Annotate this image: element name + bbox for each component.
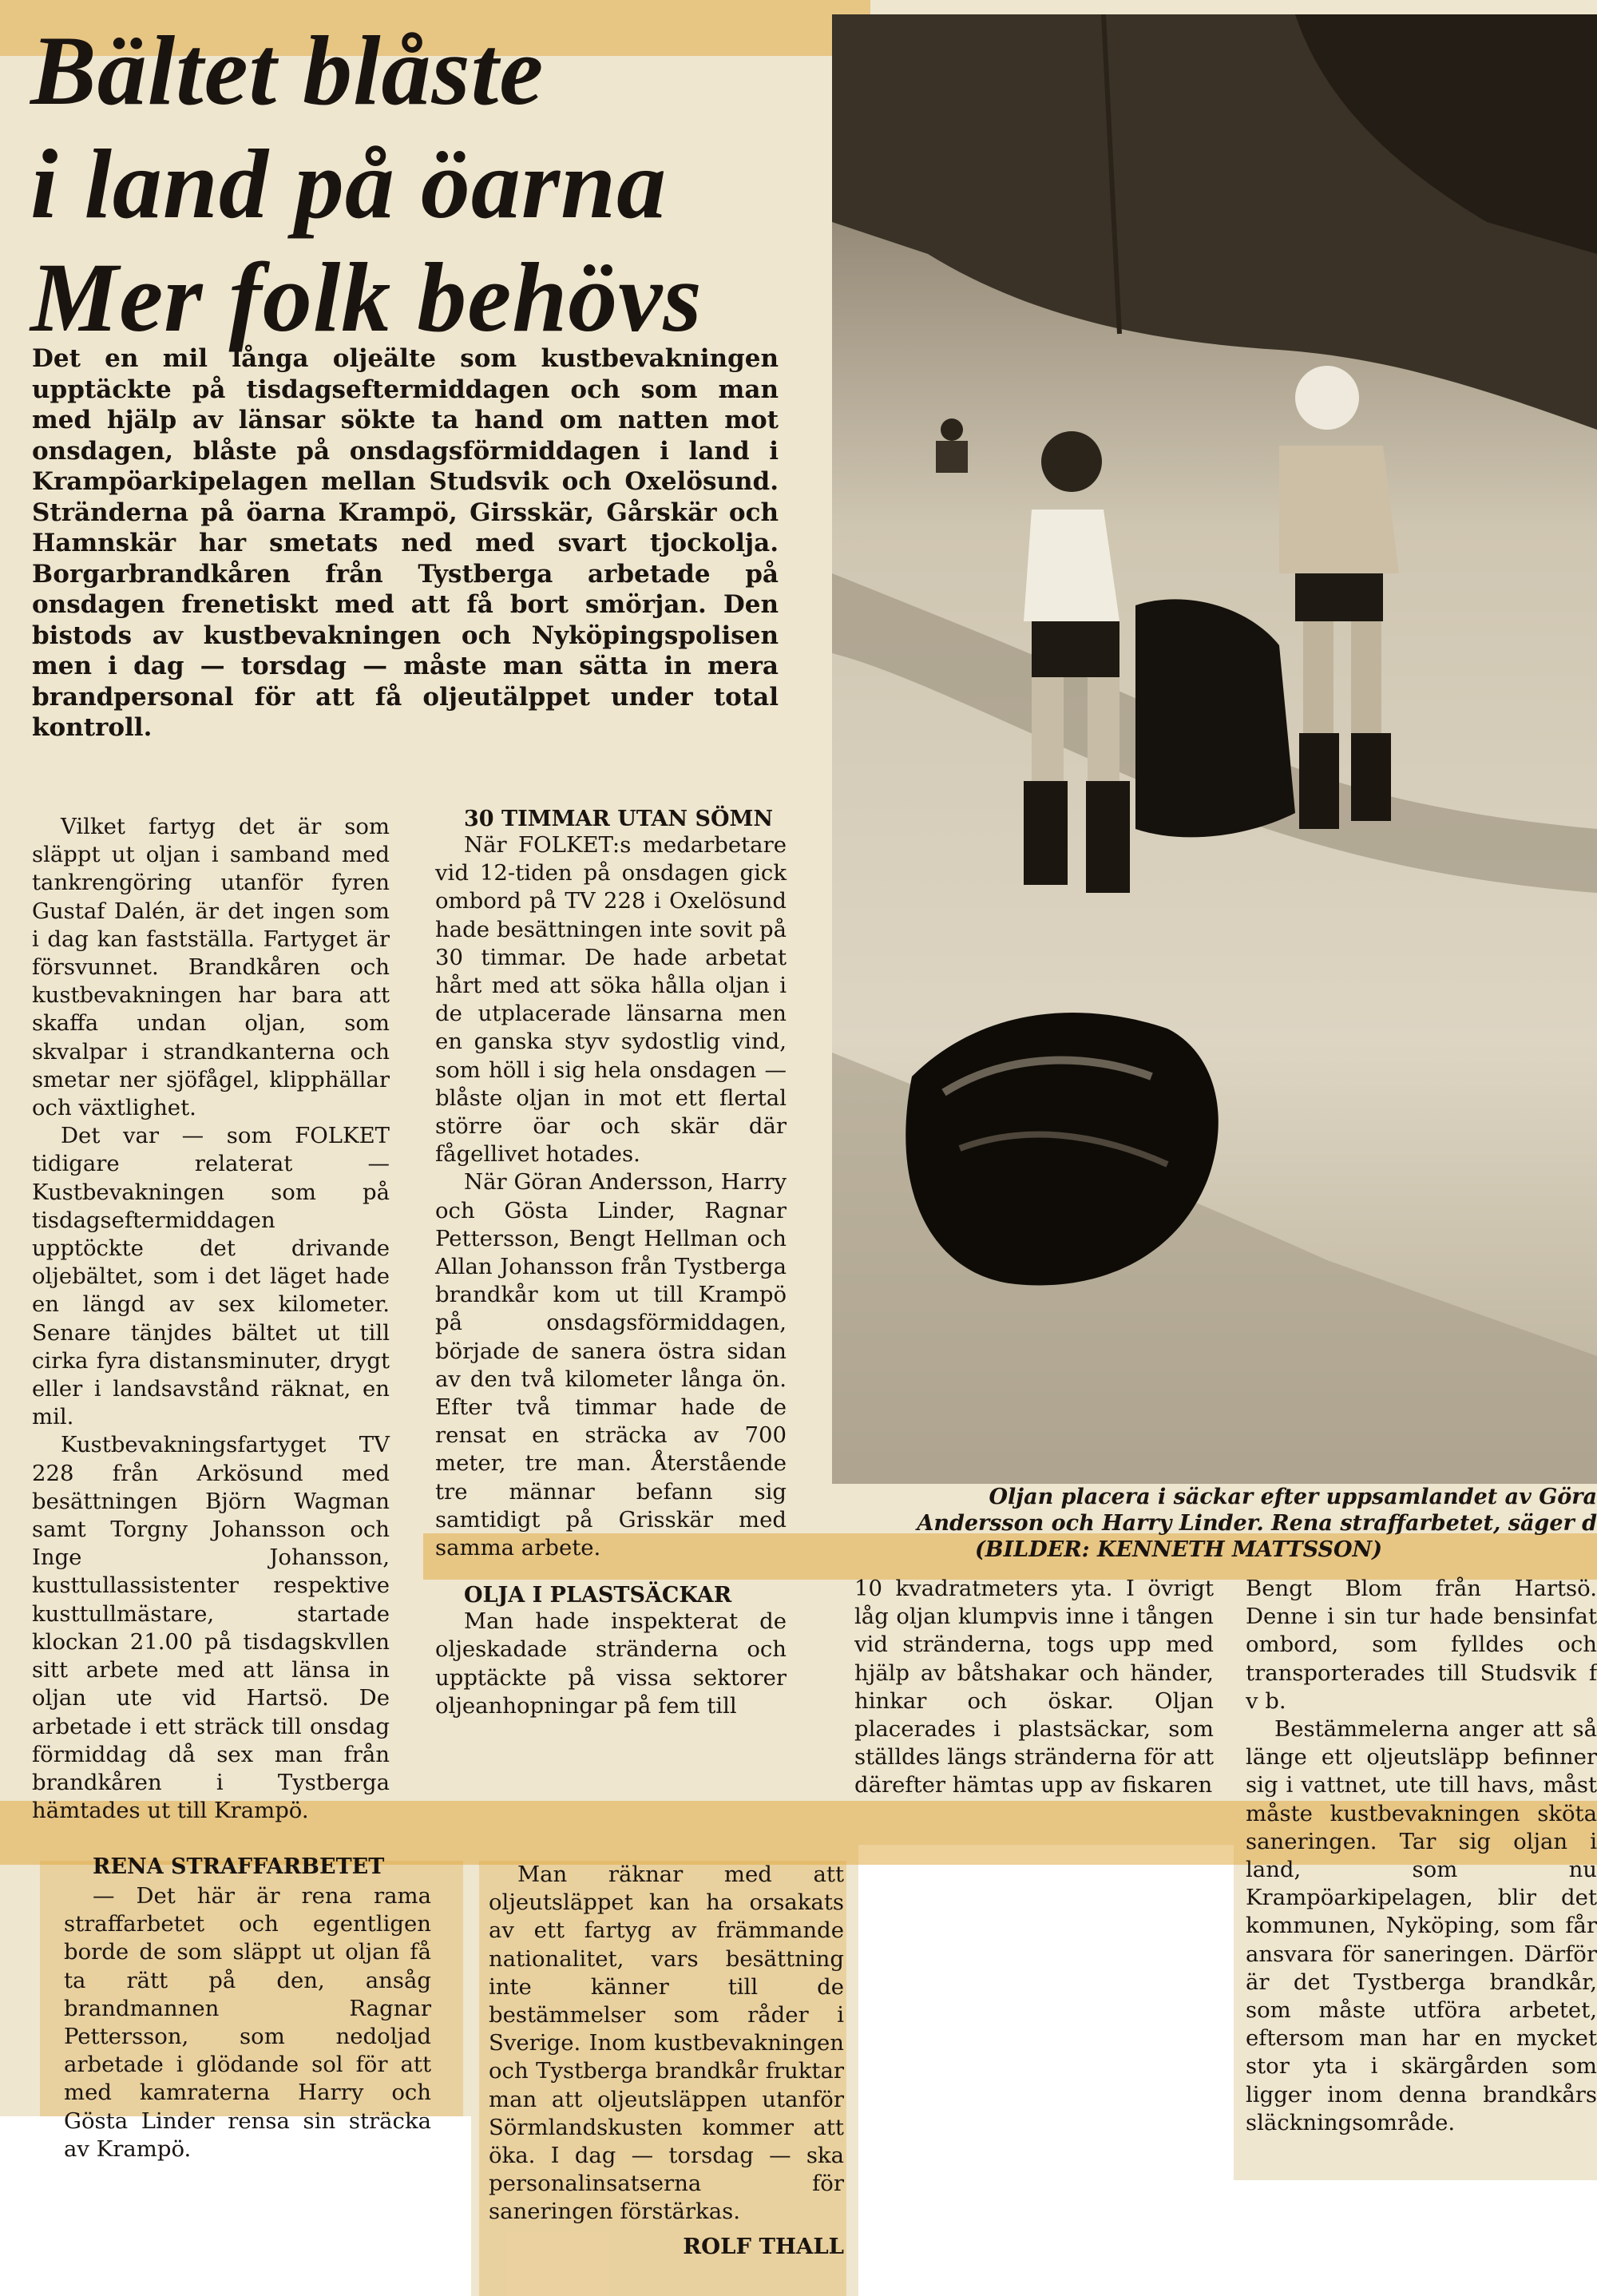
caption-line-1: Oljan placera i säckar efter uppsamlandet av Göra [989,1485,1597,1509]
column-1b [64,1854,431,2163]
column-1-paragraph: Vilket fartyg det är som släppt ut oljan i samband med tankrengöring utanför fyren Gustaf Dalén, är det ingen som i dag kan fastställa. Fartyget är försvunnet. Brandkåren och kustbevakningen har bara att skaffa undan oljan, som skvalpar i strandkanterna och smetar ner sjöfågel, klipphällar och växtlighet. [32,814,390,1121]
column-1-paragraph: Det var — som FOLKET tidigare relaterat — Kustbevakningen som på tisdagseftermiddagen upptöckte det drivande oljebältet, som i det läget hade en längd av sex kilometer. Senare tänjdes bältet ut till cirka fyra distansminuter, drygt eller i landsavstånd räknat, en mil. [32,1123,390,1430]
column-2 [435,807,787,1720]
photo-caption [856,1484,1597,1563]
column-3-paragraph: 10 kvadratmeters yta. I övrigt låg oljan klumpvis inne i tången vid stränderna, togs upp med hjälp av båtshakar och händer, hinkar och öskar. Oljan placerades i plastsäckar, som ställdes längs stränderna för att därefter hämtas upp av fiskaren [854,1576,1214,1798]
byline: ROLF THALL [683,2233,844,2259]
photo-credit: (BILDER: KENNETH MATTSSON) [975,1537,1382,1562]
lead-paragraph: Det en mil långa oljeälte som kustbevakningen upptäckte på tisdagseftermiddagen och som man med hjälp av länsar sökte ta hand om natten mot onsdagen, blåste på onsdagsförmiddagen i land i Krampöarkipelagen mellan Studsvik och Oxelösund. Stränderna på öarna Krampö, Girsskär, Gårskär och Hamnskär har smetats ned med svart tjockolja. Borgarbrandkåren från Tystberga arbetade på onsdagen frenetiskt med att få bort smörjan. Den bistods av kustbevakningen och Nyköpingspolisen men i dag — torsdag — måste man sätta in mera brandpersonal för att få oljeutälppet under total kontroll. [32,344,779,742]
column-4-paragraph: Bengt Blom från Hartsö. Denne i sin tur hade bensinfat ombord, som fylldes och transporterades till Studsvik f v b. [1246,1576,1597,1714]
column-1-paragraph: Kustbevakningsfartyget TV 228 från Arkösund med besättningen Björn Wagman samt Torgny Johansson och Inge Johansson, kusttullassistenter respektive kusttullmästare, startade klockan 21.00 på tisdagskvllen sitt arbete med att länsa in oljan ute vid Hartsö. De arbetade i ett sträck till onsdag förmiddag då sex man från brandkåren i Tystberga hämtades ut till Krampö. [32,1432,390,1824]
column-2c [489,1861,844,2261]
column-4 [1246,1575,1597,2137]
blank-area-bottom [858,1845,1234,2296]
photo-firefighters-oil-cleanup [832,14,1597,1484]
subheading-rena-straffarbetet: RENA STRAFFARBETET [93,1854,385,1879]
column-2-paragraph: När FOLKET:s medarbetare vid 12-tiden på onsdagen gick ombord på TV 228 i Oxelösund hade besättningen inte sovit på 30 timmar. De hade arbetat hårt med att söka hålla oljan i de utplacerade länsarna men en ganska styv sydostlig vind, som höll i sig hela onsdagen — blåste oljan in mot ett flertal större öar och skär där fågellivet hotades. [435,832,787,1168]
column-3 [854,1575,1214,1800]
column-4-paragraph: Bestämmelerna anger att så länge ett oljeutsläpp befinner sig i vattnet, ute till havs, måst måste kustbevakningen sköta saneringen. Tar sig oljan i land, som nu Krampöarkipelagen, blir det kommunen, Nyköping, som får ansvara för saneringen. Därför är det Tystberga brandkår, som måste utföra arbetet, eftersom man har en mycket stor yta i skärgården som ligger inom denna brandkårs släckningsområde. [1246,1716,1597,2135]
caption-line-2: Andersson och Harry Linder. Rena straffarbetet, säger d [917,1511,1597,1536]
headline: Bältet blåste i land på öarna Mer folk behövs [30,16,703,352]
news-photo [832,14,1597,1484]
column-1b-paragraph: — Det här är rena rama straffarbetet och egentligen borde de som släppt ut oljan få ta rätt på den, ansåg brandmannen Ragnar Pettersson, som nedoljad arbetade i glödande sol för att med kamraterna Harry och Gösta Linder rensa sin sträcka av Krampö. [64,1883,431,2162]
column-2-paragraph: När Göran Andersson, Harry och Gösta Linder, Ragnar Pettersson, Bengt Hellman och Allan Johansson från Tystberga brandkår kom ut till Krampö på onsdagsförmiddagen, började de sanera östra sidan av den två kilometer långa ön. Efter två timmar hade de rensat en sträcka av 700 meter, tre man. Återstående tre männar befann sig samtidigt på Grisskär med samma arbete. [435,1169,787,1561]
column-1 [32,813,390,1825]
subheading-30-timmar: 30 TIMMAR UTAN SÖMN [464,807,774,831]
column-2-paragraph: Man hade inspekterat de oljeskadade stränderna och upptäckte på vissa sektorer oljeanhopningar på fem till [435,1608,787,1719]
subheading-olja-i-plastsackar: OLJA I PLASTSÄCKAR [464,1583,732,1608]
column-2c-paragraph: Man räknar med att oljeutsläppet kan ha orsakats av ett fartyg av främmande nationalitet, vars besättning inte känner till de bestämmelser som råder i Sverige. Inom kustbevakningen och Tystberga brandkår fruktar man att oljeutsläppen utanför Sörmlandskusten kommer att öka. I dag — torsdag — ska personalinsatserna för saneringen förstärkas. [489,1862,844,2225]
